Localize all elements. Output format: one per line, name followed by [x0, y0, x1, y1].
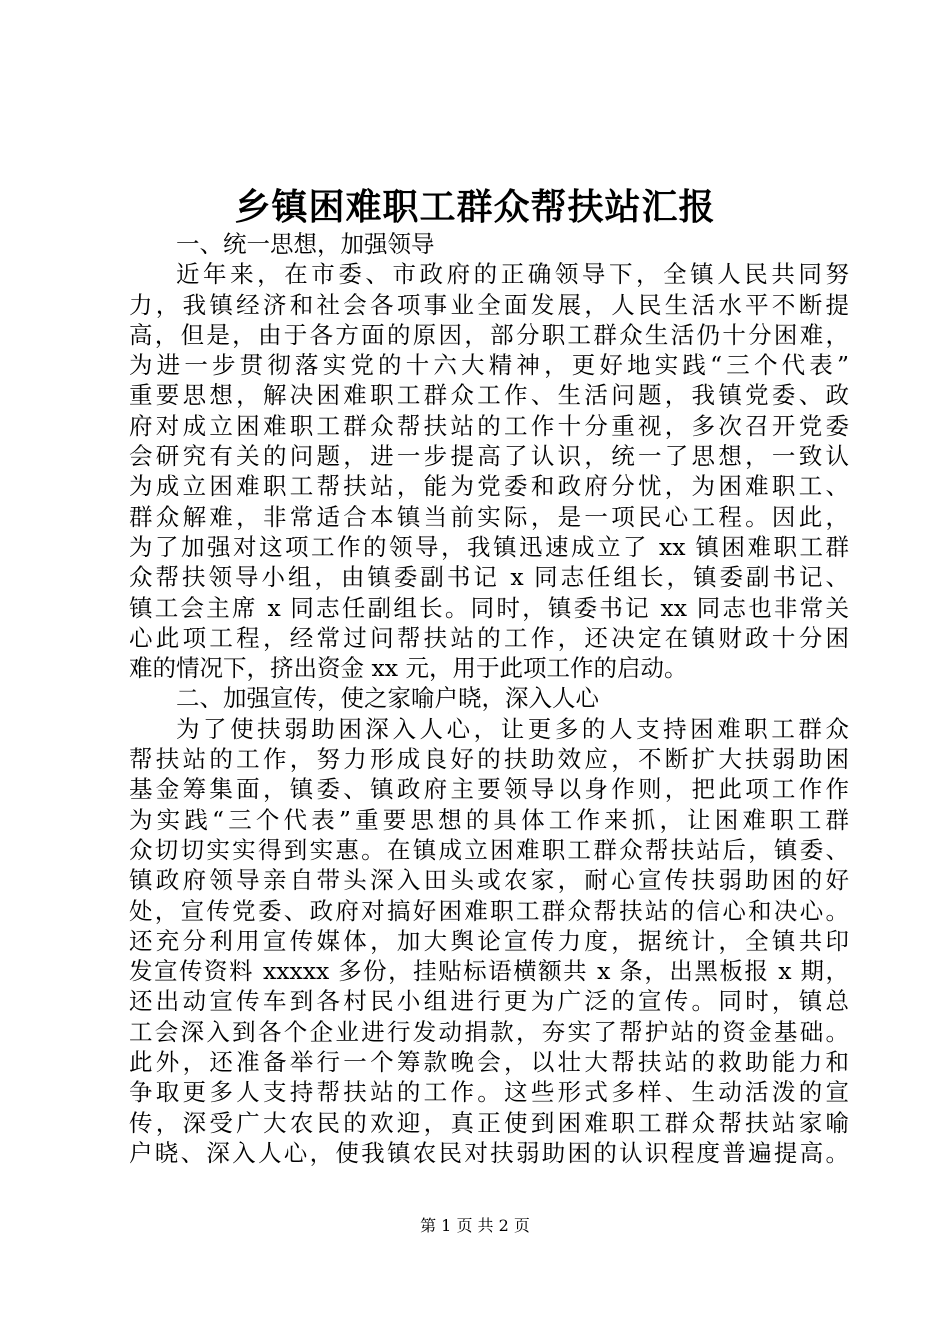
- paragraph-line: 近年来，在市委、市政府的正确领导下，全镇人民共同努: [176, 260, 849, 289]
- paragraph-line: 镇政府领导亲自带头深入田头或农家，耐心宣传扶弱助困的好: [129, 866, 849, 895]
- paragraph-line: 还出动宣传车到各村民小组进行更为广泛的宣传。同时，镇总: [129, 987, 849, 1016]
- paragraph-line: 会研究有关的问题，进一步提高了认识，统一了思想，一致认: [129, 442, 849, 471]
- paragraph-line: 户晓、深入人心，使我镇农民对扶弱助困的认识程度普遍提高。: [129, 1138, 849, 1167]
- paragraph-line: 难的情况下，挤出资金 xx 元，用于此项工作的启动。: [129, 654, 688, 683]
- section-heading-1: 一、统一思想，加强领导: [176, 230, 435, 258]
- paragraph-line: 帮扶站的工作，努力形成良好的扶助效应，不断扩大扶弱助困: [129, 745, 849, 774]
- paragraph-line: 基金筹集面，镇委、镇政府主要领导以身作则，把此项工作作: [129, 775, 849, 804]
- section-heading-2: 二、加强宣传，使之家喻户晓，深入人心: [176, 684, 599, 713]
- paragraph-line: 众切切实实得到实惠。在镇成立困难职工群众帮扶站后，镇委、: [129, 835, 849, 864]
- paragraph-line: 力，我镇经济和社会各项事业全面发展，人民生活水平不断提: [129, 290, 849, 319]
- paragraph-line: 府对成立困难职工群众帮扶站的工作十分重视，多次召开党委: [129, 411, 849, 440]
- paragraph-line: 为进一步贯彻落实党的十六大精神，更好地实践“三个代表”: [129, 351, 849, 380]
- paragraph-line: 众帮扶领导小组，由镇委副书记 x 同志任组长，镇委副书记、: [129, 563, 849, 592]
- paragraph-line: 为成立困难职工帮扶站，能为党委和政府分忧，为困难职工、: [129, 472, 849, 501]
- document-body: [129, 229, 849, 1168]
- paragraph-line: 还充分利用宣传媒体，加大舆论宣传力度，据统计，全镇共印: [129, 926, 849, 955]
- paragraph-line: 为了使扶弱助困深入人心，让更多的人支持困难职工群众: [176, 714, 849, 743]
- paragraph-line: 重要思想，解决困难职工群众工作、生活问题，我镇党委、政: [129, 381, 849, 410]
- paragraph-line: 此外，还准备举行一个筹款晚会，以壮大帮扶站的救助能力和: [129, 1048, 849, 1077]
- paragraph-line: 群众解难，非常适合本镇当前实际，是一项民心工程。因此，: [129, 502, 849, 531]
- paragraph-line: 镇工会主席 x 同志任副组长。同时，镇委书记 xx 同志也非常关: [129, 593, 849, 622]
- paragraph-line: 心此项工程，经常过问帮扶站的工作，还决定在镇财政十分困: [129, 623, 849, 652]
- paragraph-line: 处，宣传党委、政府对搞好困难职工群众帮扶站的信心和决心。: [129, 896, 849, 925]
- paragraph-line: 传，深受广大农民的欢迎，真正使到困难职工群众帮扶站家喻: [129, 1108, 849, 1137]
- paragraph-line: 争取更多人支持帮扶站的工作。这些形式多样、生动活泼的宣: [129, 1078, 849, 1107]
- paragraph-line: 高，但是，由于各方面的原因，部分职工群众生活仍十分困难，: [129, 320, 849, 349]
- paragraph-line: 工会深入到各个企业进行发动捐款，夯实了帮护站的资金基础。: [129, 1017, 849, 1046]
- paragraph-line: 为了加强对这项工作的领导，我镇迅速成立了 xx 镇困难职工群: [129, 532, 849, 561]
- paragraph-line: 发宣传资料 xxxxx 多份，挂贴标语横额共 x 条，出黑板报 x 期，: [129, 957, 849, 986]
- document-title: 乡镇困难职工群众帮扶站汇报: [234, 186, 716, 228]
- paragraph-line: 为实践“三个代表”重要思想的具体工作来抓，让困难职工群: [129, 805, 849, 834]
- page-number-footer: 第 1 页 共 2 页: [420, 1216, 530, 1235]
